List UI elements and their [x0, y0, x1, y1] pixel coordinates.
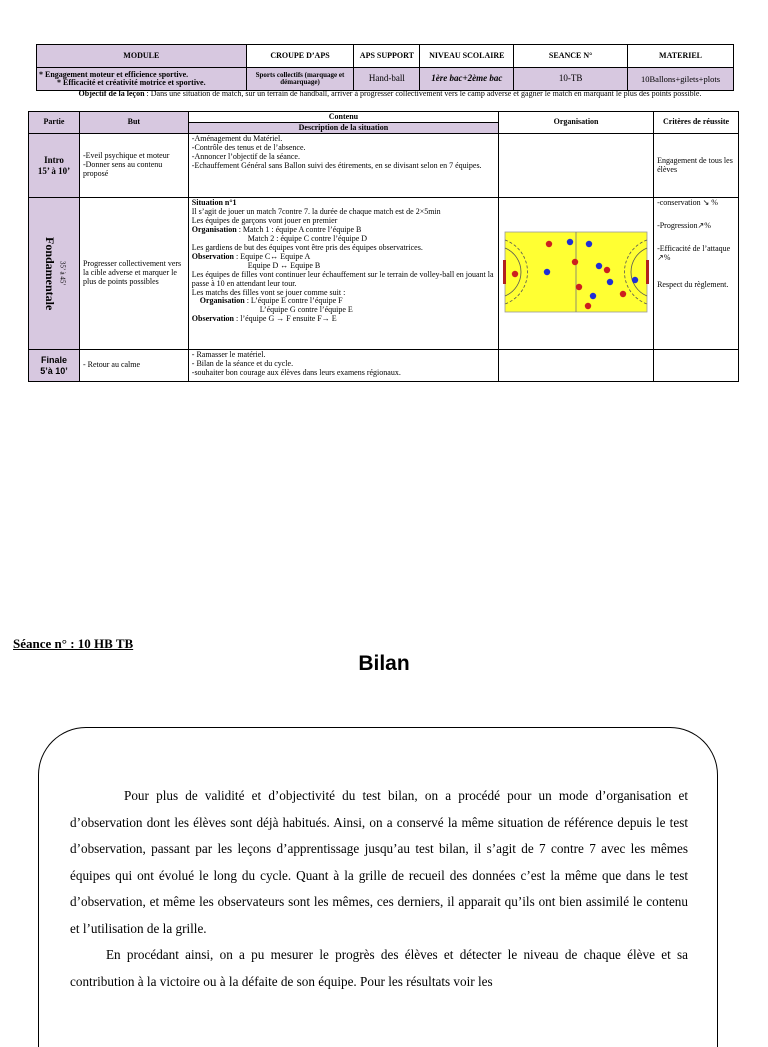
objective-text: : Dans une situation de match, sur un terrain de handball, arriver à progresser collectivement vers le camp adverse et gagner le match en marquant le plus des points possible. — [144, 89, 702, 98]
lesson-objective — [60, 90, 720, 99]
red-player-marker-3 — [576, 284, 582, 290]
intro-desc-2: -Contrôle des tenus et de l’absence. — [191, 142, 306, 152]
blue-player-marker-12 — [590, 293, 596, 299]
finale-duration: 5’à 10’ — [40, 365, 68, 376]
situation-line-2: Les équipes de garçons vont jouer en premier — [191, 215, 338, 225]
blue-player-marker-13 — [632, 277, 638, 283]
materiel-label: MATERIEL — [628, 45, 734, 68]
seance-value: 10-TB — [514, 68, 628, 91]
finale-desc-3: -souhaiter bon courage aux élèves dans leurs examens régionaux. — [191, 367, 401, 377]
partie-fondamentale — [29, 198, 80, 350]
critere-progression: -Progression↗% — [657, 220, 711, 230]
blue-player-marker-9 — [586, 241, 592, 247]
finale-description — [188, 350, 498, 382]
red-player-marker-2 — [572, 259, 578, 265]
groupe-label: CROUPE D’APS — [246, 45, 354, 68]
col-partie: Partie — [29, 112, 80, 134]
finale-but: - Retour au calme — [79, 350, 188, 382]
intro-label: Intro — [44, 155, 64, 166]
left-goal — [503, 260, 506, 284]
niveau-value: 1ère bac+2ème bac — [420, 68, 514, 91]
groupe-value: Sports collectifs (marquage et démarquage) — [246, 68, 354, 91]
intro-but-2: -Donner sens au contenu proposé — [82, 160, 163, 178]
fondamentale-duration: 35’ à 45’ — [58, 261, 67, 286]
intro-desc-1: -Aménagement du Matériel. — [191, 134, 283, 143]
situation-line-1: Il s’agit de jouer un match 7contre 7. la durée de chaque match est de 2×5min — [191, 206, 441, 216]
intro-desc-4: -Echauffement Général sans Ballon suivi des étirements, en se divisant selon en 7 équipes. — [191, 160, 482, 170]
filles-line-2: Les matchs des filles vont se jouer comme suit : — [191, 287, 346, 297]
observation-text-1: : Equipe C↔ Equipe A — [234, 251, 311, 261]
bilan-body — [70, 783, 688, 995]
intro-duration: 15’ à 10’ — [37, 165, 71, 176]
lesson-plan-table — [28, 111, 739, 382]
niveau-label: NIVEAU SCOLAIRE — [420, 45, 514, 68]
observation-line-1 — [192, 253, 495, 262]
partie-finale — [29, 350, 80, 382]
critere-reglement: Respect du règlement. — [657, 279, 729, 289]
red-player-marker-0 — [512, 271, 518, 277]
intro-organisation — [499, 134, 654, 198]
blue-player-marker-11 — [607, 279, 613, 285]
finale-label: Finale — [40, 355, 67, 366]
red-player-marker-1 — [546, 241, 552, 247]
intro-description — [188, 134, 498, 198]
partie-intro — [29, 134, 80, 198]
seance-label: SEANCE N° — [514, 45, 628, 68]
blue-player-marker-10 — [596, 263, 602, 269]
organisation-label-2: Organisation — [199, 296, 245, 306]
handball-court-cell — [499, 198, 654, 350]
intro-but-1: -Eveil psychique et moteur — [82, 151, 170, 161]
col-description: Description de la situation — [188, 123, 498, 134]
col-criteres: Critères de réussite — [654, 112, 739, 134]
red-player-marker-6 — [620, 291, 626, 297]
intro-desc-3: -Annoncer l’objectif de la séance. — [191, 151, 300, 161]
module-value — [37, 68, 247, 91]
bilan-paragraph-1: Pour plus de validité et d’objectivité du test bilan, on a procédé pour un mode d’organisation et d’observation dont les élèves sont déjà habitués. Ainsi, on a conservé la même situation de référence depuis le test d’observation, passant par les leçons d’apprentissage jusqu’au test bilan, il s’agit de 7 contre 7 avec les mêmes équipes qui ont évolué le long du cycle. Quant à la grille de recueil des données c’est la même que dans le test d’observation, et même les observateurs sont les mêmes, ces derniers, il apparait qu’ils ont bien assimilé le contenu et l’utilisation de la grille. — [70, 788, 688, 936]
fondamentale-description — [188, 198, 498, 350]
critere-conservation: -conservation ↘ % — [657, 198, 718, 207]
blue-player-marker-7 — [544, 269, 550, 275]
critere-efficacite: -Efficacité de l’attaque ↗% — [657, 243, 731, 262]
situation-title: Situation n°1 — [191, 198, 237, 207]
fondamentale-criteres — [654, 198, 739, 350]
organisation-label: Organisation — [191, 224, 237, 234]
organisation-line-2: Match 2 : équipe C contre l’équipe D — [247, 233, 368, 243]
red-player-marker-5 — [585, 303, 591, 309]
finale-desc-2: - Bilan de la séance et du cycle. — [191, 358, 294, 368]
organisation-text-3: : L’équipe E contre l’équipe F — [244, 296, 343, 306]
materiel-value: 10Ballons+gilets+plots — [628, 68, 734, 91]
module-line-2: * Efficacité et créativité motrice et sportive. — [57, 78, 206, 87]
bilan-paragraph-2: En procédant ainsi, on a pu mesurer le progrès des élèves et détecter le niveau de chaque élève et sa contribution à la victoire ou à la défaite de son équipe. Pour les résultats voir les — [70, 947, 688, 989]
col-but: But — [79, 112, 188, 134]
gardiens-line: Les gardiens de but des équipes vont être pris des équipes observatrices. — [191, 242, 423, 252]
fondamentale-but: Progresser collectivement vers la cible adverse et marquer le plus de points possibles — [79, 198, 188, 350]
intro-but — [79, 134, 188, 198]
bilan-title: Bilan — [358, 652, 410, 675]
col-contenu: Contenu — [188, 112, 498, 123]
organisation-line-4: L’équipe G contre l’équipe E — [259, 305, 353, 315]
finale-criteres — [654, 350, 739, 382]
right-goal — [646, 260, 649, 284]
finale-desc-1: - Ramasser le matériel. — [191, 350, 266, 359]
fondamentale-label: Fondamentale — [42, 236, 57, 311]
red-player-marker-4 — [604, 267, 610, 273]
support-label: APS SUPPORT — [354, 45, 420, 68]
observation-text-3: : l’équipe G → F ensuite F→ E — [234, 314, 337, 324]
intro-criteres: Engagement de tous les élèves — [654, 134, 739, 198]
observation-line-2: Equipe D ↔ Equipe B — [247, 260, 321, 270]
module-label: MODULE — [37, 45, 247, 68]
seance-number-label: Séance n° : 10 HB TB — [13, 636, 134, 651]
col-organisation: Organisation — [499, 112, 654, 134]
organisation-text-1: : Match 1 : équipe A contre l’équipe B — [236, 224, 362, 234]
objective-label: Objectif de la leçon — [78, 89, 145, 98]
module-line-1: * Engagement moteur et efficience sportive. — [39, 69, 189, 79]
support-value: Hand-ball — [354, 68, 420, 91]
observation-label: Observation — [191, 251, 235, 261]
handball-court-diagram — [503, 230, 649, 314]
observation-line-3 — [192, 315, 495, 324]
observation-label-2: Observation — [191, 314, 235, 324]
lesson-header-table — [36, 44, 734, 91]
filles-line-1: Les équipes de filles vont continuer leur échauffement sur le terrain de volley-ball en jouant la passe à 10 en attendant leur tour. — [191, 269, 494, 288]
finale-organisation — [499, 350, 654, 382]
blue-player-marker-8 — [567, 239, 573, 245]
